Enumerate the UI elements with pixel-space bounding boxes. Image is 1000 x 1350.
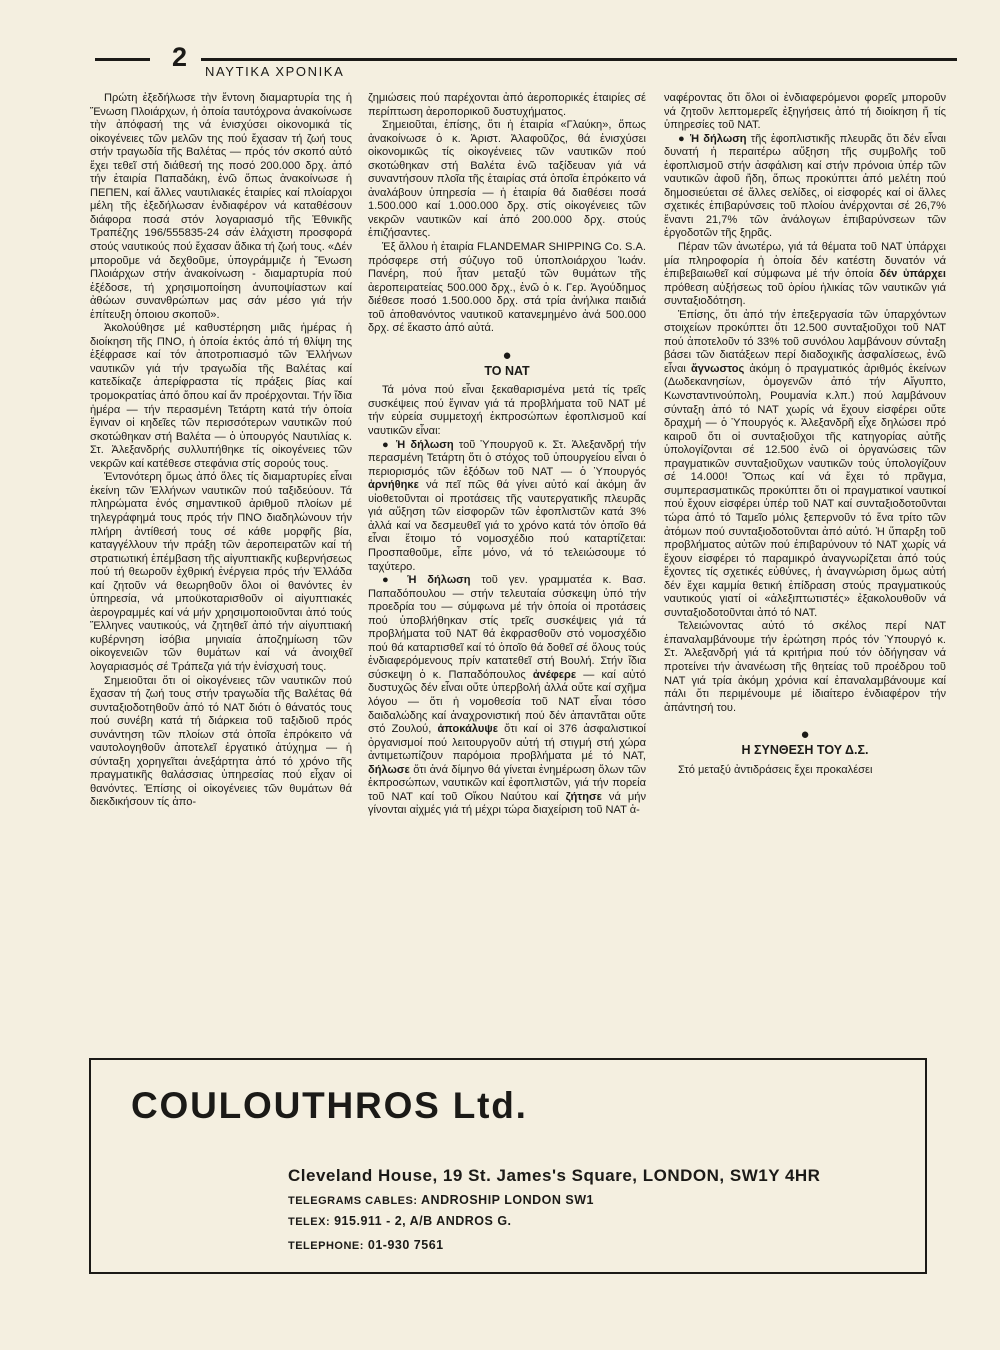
text-run: ὅτι ἀνά δίμηνο θά γίνεται ἐνημέρωση ὅλων τῶν ἐκπροσώπων, ναυτικῶν καί ἐφοπλιστῶν, γιά τήν πορεία τοῦ ΝΑΤ καί τοῦ Οἴκου Ναύτου καί	[368, 763, 646, 803]
article-column-2	[368, 92, 646, 818]
bold-text: δέν ὑπάρχει	[879, 268, 947, 281]
page-number: 2	[172, 42, 188, 72]
advert-company-name: COULOUTHROS Ltd.	[131, 1085, 528, 1126]
list-bullet: ●	[382, 574, 408, 587]
paragraph	[664, 241, 946, 309]
list-item	[664, 133, 946, 241]
paragraph: Τά μόνα πού εἶναι ξεκαθαρισμένα μετά τίς τρεῖς συσκέψεις πού ἔγιναν γιά τά προβλήματα τοῦ ΝΑΤ μέ τήν εὐρεία συμμετοχή ἐκπροσώπων ἐφοπλισμοῦ καί ναυτικῶν εἶναι:	[368, 384, 646, 438]
paragraph: Σημειοῦται, ἐπίσης, ὅτι ἡ ἑταιρία «Γλαύκη», ὅπως ἀνακοίνωσε ὁ κ. Ἀριστ. Ἀλαφοῦζος, θά ἐνισχύσει οἰκονομικῶς τίς οἰκογένειες τῶν ναυτικῶν πού σκοτώθηκαν στή Βαλέτα ἐνῶ ταξίδευαν γιά νά συναντήσουν πλοῖα τῆς ἑταιρίας στά ὁποῖα ἐπρόκειτο νά ἀναλάβουν ὑπηρεσία — ἡ ἑταιρία θά διαθέσει ποσά 1.500.000 καί 1.000.000 δρχ. στίς οἰκογένειες τῶν νεκρῶν ναυτικῶν καί ἀπό 200.000 δρχ. στούς ἐπιζήσαντες.	[368, 119, 646, 240]
list-item	[368, 439, 646, 574]
text-run: τοῦ γεν. γραμματέα κ. Βασ. Παπαδόπουλου — στήν τελευταία σύσκεψη ὑπό τήν προεδρία του — σύμφωνα μέ τήν ὁποία οἱ προτάσεις πού ὑποβλήθηκαν στίς τρεῖς συσκέψεις γιά τά προβλήματα τοῦ ΝΑΤ θά ἐκφρασθοῦν στό νομοσχέδιο πού θά καταρτισθεῖ καί τό ὁποῖο θά δοθεῖ σέ ὅλους τούς ἐνδιαφερόμενους πρίν κατατεθεῖ στή Βουλή. Στήν ἴδια σύσκεψη ὁ κ. Παπαδόπουλος	[368, 574, 646, 681]
text-run: ἀκόμη ὁ πραγματικός ἀριθμός ἐκείνων (Δωδεκανησίων, ὁμογενῶν ἀπό τήν Αἴγυπτο, Κωνσταντινούπολη, Ρουμανία κ.λπ.) πού λαμβάνουν σύνταξη ἀπό τό ΝΑΤ χωρίς νά ἔχουν εἰσφέρει οὔτε δραχμή — ὁ Ὑπουργός κ. Ἀλεξανδρῆ εἶχε δηλώσει πρό καιροῦ ὅτι οἱ συνταξιοῦχοι τῆς κατηγορίας αὐτῆς ὑπολογίζονται σέ 12.500 ἐνῶ οἱ ὀργανώσεις τῶν πραγματικῶν συνταξιοῦχων ναυτικῶν τούς ὑπολογίζουν σέ 14.000! Ὅπως καί νά ἔχει τό πρᾶγμα, συμπερασματικῶς προκύπτει ὅτι οἱ πραγματικοί ναυτικοί πού ἔχουν εἰσφέρει ὑπέρ τοῦ ΝΑΤ καί συνταξιοδοτοῦνται τώρα ἀπό τό Ταμεῖο μόλις ξεπερνοῦν τό ἕνα τρίτο τῶν ἀτόμων πού συνταξιοδοτοῦνται ἀπό αὐτό. Ἡ ὕπαρξη τοῦ προβλήματος αὐτῶν πού ἐπιβαρύνουν τό ΝΑΤ χωρίς νά ἔχουν εἰσφέρει τό παραμικρό ἀναγνωρίζεται ἀπό τούς ἔχοντες τίς σχετικές εὐθύνες, ἡ ἀναγνώριση ὅμως αὐτή δέν ἔχει καμμία θετική ἐπίδραση στούς πραγματικούς ναυτικούς γιατί οἱ «ἀλεξιπτωτιστές» ἐξακολουθοῦν νά συνταξιοδοτοῦνται ἀπό τό ΝΑΤ.	[664, 362, 946, 619]
publication-title: ΝΑΥΤΙΚΑ ΧΡΟΝΙΚΑ	[205, 64, 345, 79]
section-bullet-icon: ●	[502, 346, 512, 364]
bold-text: ἀνέφερε	[532, 668, 577, 681]
bold-text: ζήτησε	[565, 790, 602, 803]
bold-text: ἀποκάλυψε	[437, 723, 498, 736]
paragraph: Ἐξ ἄλλου ἡ ἑταιρία FLANDEMAR SHIPPING Co. S.A. πρόσφερε στή σύζυγο τοῦ ὑποπλοιάρχου Ἰωάν. Πανέρη, πού ἦταν μεταξύ τῶν θυμάτων τῆς ἀεροπειρατείας 500.000 δρχ., ἐνῶ ὁ κ. Γερ. Ἀγούδημος διέθεσε ποσό 1.500.000 δρχ. στά τρία ἀνήλικα παιδιά τοῦ ἀποθανόντος ναυτικοῦ κατανεμημένο ἀνά 500.000 δρχ. σέ ἕκαστο ἀπό αὐτά.	[368, 241, 646, 335]
text-run: νά πεῖ πῶς θά γίνει αὐτό καί ἀκόμη ἄν υἱοθετοῦνται οἱ προτάσεις τῆς ναυτεργατικῆς πλευρᾶς γιά αὔξηση τῶν εἰσφορῶν τῶν ἐφοπλιστῶν κατά 3% ἀλλά καί να δεσμευθεῖ γιά το χρόνο κατά τόν ὁποῖο θά εἶναι ἕτοιμο τό νομοσχέδιο πού καταρτίζεται: Προσπαθοῦμε, εἶπε μόνο, νά τό τελειώσουμε τό ταχύτερο.	[368, 479, 646, 573]
telex-value: 915.911 - 2, A/B ANDROS G.	[334, 1214, 512, 1228]
paragraph: ναφέροντας ὅτι ὅλοι οἱ ἐνδιαφερόμενοι φορεῖς μποροῦν νά ζητοῦν λεπτομερεῖς ἐξηγήσεις ἀπό τή διοίκηση ἤ τίς ὑπηρεσίες τοῦ ΝΑΤ.	[664, 92, 946, 132]
telephone-label: TELEPHONE:	[288, 1240, 364, 1252]
text-run: νά μήν γίνονται αἰχμές γιά τή μέχρι τώρα διαχείριση τοῦ ΝΑΤ ἀ-	[368, 790, 647, 817]
paragraph: ζημιώσεις πού παρέχονται ἀπό ἀεροπορικές ἑταιρίες σέ περίπτωση ἀεροπορικοῦ δυστυχήματος.	[368, 92, 646, 118]
advert-telephone	[288, 1238, 444, 1252]
text-run: — καί αὐτό δυστυχῶς δέν εἶναι οὔτε ὑπερβολή ἀλλά οὔτε καί σχῆμα λόγου — ὅτι ἡ νομοθεσία τοῦ ΝΑΤ εἶναι τόσο δαιδαλώδης καί ἀναχρονιστική πού δέν ἀπαντᾶται οὔτε στό Ζουλού,	[368, 668, 646, 736]
bold-text: δήλωσε	[368, 763, 410, 776]
text-run: τοῦ Ὑπουργοῦ κ. Στ. Ἀλεξανδρή τήν περασμένη Τετάρτη ὅτι ὁ στόχος τοῦ ὑπουργείου εἶναι ὁ περιορισμός τῶν ἐξόδων τοῦ ΝΑΤ — ὁ Ὑπουργός	[368, 438, 646, 478]
telephone-value: 01-930 7561	[367, 1238, 444, 1252]
article-column-3	[664, 92, 946, 777]
page-header	[95, 40, 957, 80]
paragraph	[664, 309, 946, 621]
bold-lead: Ἡ δήλωση	[396, 438, 454, 451]
section-bullet-icon: ●	[800, 726, 810, 744]
paragraph: Τελειώνοντας αὐτό τό σκέλος περί ΝΑΤ ἐπαναλαμβάνουμε τήν ἐρώτηση πρός τόν Ὑπουργό κ. Στ. Ἀλεξανδρή γιά τά κριτήρια πού τόν ὁδήγησαν νά προτείνει τήν ἀνανέωση τῆς θητείας τοῦ προέδρου τοῦ ΝΑΤ γιά τρία ἀκόμη χρόνια καί ἐπαναλαμβάνουμε καί πάλι ὅτι περιμένουμε μέ ἰδιαίτερο ἐνδιαφέρον τήν ἀπάντησή του.	[664, 620, 946, 714]
telegrams-label: TELEGRAMS CABLES:	[288, 1195, 418, 1207]
bold-lead: Ἡ δήλωση	[690, 132, 747, 145]
telex-label: TELEX:	[288, 1216, 331, 1228]
telegrams-value: ANDROSHIP LONDON SW1	[421, 1193, 594, 1207]
bold-text: ἄγνωστος	[690, 362, 745, 375]
article-column-1	[90, 92, 352, 810]
bold-lead: Ἡ δήλωση	[407, 574, 471, 587]
list-bullet: ●	[678, 132, 690, 145]
paragraph: Πρώτη ἐξεδήλωσε τὴν ἔντονη διαμαρτυρία της ἡ Ἕνωση Πλοιάρχων, ἡ ὁποία ταυτόχρονα ἀνακοίνωσε τὴν ἀπόφασή της νά ἐνισχύσει οἰκονομικά τίς οἰκογένειες τῶν μελῶν της πού ἔχασαν τή ζωή τους στήν τραγωδία τῆς Βαλέτας — πρός τόν σκοπό αὐτό ἔχει τεθεῖ στή διάθεσή της ποσό 200.000 δρχ. ἀπό τήν ἑταιρία Παπαδάκη, ἐνῶ ὅπως ἀνακοίνωσε ἡ ΠΕΠΕΝ, καί ἄλλες ναυτιλιακές ἑταιρίες καί πλοίαρχοι μέλη τῆς ἐξεδήλωσαν ἐνδιαφέρον νά καταθέσουν διάφορα ποσά στόν λογαριασμό τῆς Ἐθνικῆς Τραπέζης 196/555835-24 σάν ἐλάχιστη προσφορά στούς ναυτικούς πού ἔχασαν ἄδικα τή ζωή τους. «Δέν μποροῦμε νά δεχθοῦμε, ὑπογράμμιζε ἡ Ἕνωση Πλοιάρχων στήν ἀνακοίνωση - διαμαρτυρία πού ἐξέδοσε, τή χρησιμοποίηση ἀνυποψίαστων καί ἀθώων συνανθρώπων μας σάν μέσο γιά τήν ἐπίτευξη ὁποιου σκοποῦ».	[90, 92, 352, 321]
header-rule-right	[201, 58, 957, 61]
bold-text: ἀρνήθηκε	[368, 479, 419, 492]
list-bullet: ●	[382, 438, 397, 451]
section-heading-nat: ΤΟ ΝΑΤ	[484, 363, 530, 378]
text-run: πρόθεση αὐξήσεως τοῦ ὁρίου ἡλικίας τῶν ναυτικῶν γιά συνταξιοδότηση.	[664, 281, 946, 308]
advert-address: Cleveland House, 19 St. James's Square, LONDON, SW1Y 4HR	[288, 1166, 821, 1185]
text-run: Πέραν τῶν ἀνωτέρω, γιά τά θέματα τοῦ ΝΑΤ ὑπάρχει μία πληροφορία ἡ ὁποία δέν κατέστη δυνατόν νά ἐπιβεβαιωθεῖ καί σύμφωνα μέ τήν ὁποία	[664, 241, 946, 281]
list-item	[368, 574, 646, 818]
advertisement-box	[89, 1058, 927, 1274]
section-heading-board: Η ΣΥΝΘΕΣΗ ΤΟΥ Δ.Σ.	[741, 743, 869, 758]
paragraph: Στό μεταξύ ἀντιδράσεις ἔχει προκαλέσει	[678, 763, 873, 776]
text-run: τῆς ἐφοπλιστικῆς πλευρᾶς ὅτι δέν εἶναι δυνατή ἡ περαιτέρω αὔξηση τῆς συμβολῆς τοῦ ἐφοπλισμοῦ στήν ἀσφάλιση καί στήν πρόνοια ὑπέρ τῶν ναυτικῶν ἀφοῦ ἤδη, ὅπως προκύπτει ἀπό μελέτη πού δημοσιεύεται σέ ἄλλες σελίδες, οἱ εἰσφορές καί οἱ ἄλλες σχετικές ἐπιβαρύνσεις τοῦ πλοίου ἀνέρχονται σέ 26,7% ἔναντι 21,7% τῶν ἀνάλογων ἐπιβαρύνσεων τῶν ἐργοδοτῶν τῆς ξηρᾶς.	[664, 132, 946, 240]
paragraph: Ἐντονότερη ὅμως ἀπό ὅλες τίς διαμαρτυρίες εἶναι ἐκείνη τῶν Ἑλλήνων ναυτικῶν πού ταξιδεύουν. Τά πληρώματα ἑνός σημαντικοῦ ἀριθμοῦ πλοίων μέ τηλεγράφημά τους πρός τήν ΠΝΟ διαδηλώνουν τήν πλήρη ἀντίθεσή τους σέ κάθε μορφῆς βία, καταγγέλλουν τήν πράξη τῶν ἀεροπειρατῶν καί τή στρατιωτική ἐπέμβαση τῆς αἰγυπτιακῆς κυβερνήσεως πού τή θεωροῦν ἐχθρική ἐνέργεια πρός τήν Ἑλλάδα καί ζητοῦν νά θεωρηθοῦν ὅλοι οἱ θανόντες ἐν ὑπηρεσία, νά μποϋκοταρισθοῦν οἱ αἰγυπτιακές ἀερογραμμές καί νά μήν χρησιμοποιοῦνται ἀπό τούς Ἕλληνες ναυτικούς, νά ζητηθεῖ ἀπό τήν αἰγυπτιακή κυβέρνηση ἰσόβια μηνιαία ἀποζημίωση τῶν οἰκογενειῶν τῶν θυμάτων καί νά ἀνοιχθεῖ λογαριασμός σέ Τράπεζα γιά τήν ἐνίσχυσή τους.	[90, 471, 352, 673]
advert-telegrams	[288, 1193, 594, 1207]
header-rule-left	[95, 58, 150, 61]
text-run: ὅτι καί οἱ 376 ἀσφαλιστικοί ὀργανισμοί πού λειτουργοῦν αὐτή τή στιγμή στή χώρα ἀντιμετωπίζουν παρόμοια προβλήματα μέ τό ΝΑΤ,	[368, 723, 646, 763]
paragraph: Ἀκολούθησε μέ καθυστέρηση μιᾶς ἡμέρας ἡ διοίκηση τῆς ΠΝΟ, ἡ ὁποία ἐκτός ἀπό τή θλίψη της ἐξέφρασε καί τόν ἀποτροπιασμό τῶν Ἑλλήνων ναυτικῶν γιά τήν τραγωδία τῆς Βαλέτας καί κατεδίκαζε ἀπερίφραστα τίς πράξεις βίας καί τρομοκρατίας ἀπό ὅπου καί ἄν προέρχονται. Τήν ἴδια ἡμέρα — τήν περασμένη Τετάρτη κατά τήν ὁποία ἔγιναν οἱ κηδεῖες τῶν περισσότερων ναυτικῶν πού σκοτώθηκαν στή Βαλέτα — ὁ ὑπουργός Ναυτιλίας κ. Στ. Ἀλεξανδρής συλλυπήθηκε τίς οἰκογένειες τῶν νεκρῶν καί κατέθεσε στεφάνια στίς σορούς τους.	[90, 322, 352, 470]
paragraph: Σημειοῦται ὅτι οἱ οἰκογένειες τῶν ναυτικῶν πού ἔχασαν τή ζωή τους στήν τραγωδία τῆς Βαλέτας θά συνταξιοδοτηθοῦν ἀπό τό ΝΑΤ διότι ὁ θάνατός τους πού συνέβη κατά τή διάρκεια τοῦ ταξιδιοῦ πρός συνάντηση τῶν πλοίων στά ὁποῖα ἐπρόκειτο νά ναυτολογηθοῦν ἀποτελεῖ ἐργατικό ἀτύχημα — ἡ σύνταξη χορηγεῖται ἀνεξάρτητα ἀπό τό χρόνο τῆς πραγματικῆς θαλάσσιας ὑπηρεσίας πού εἶχαν οἱ θανόντες. Ἐπίσης οἱ οἰκογένειες τῶν θυμάτων θά διεκδικήσουν τίς ἀπο-	[90, 674, 352, 809]
advert-telex	[288, 1214, 512, 1228]
text-run: Ἐπίσης, ὅτι ἀπό τήν ἐπεξεργασία τῶν ὑπαρχόντων στοιχείων προκύπτει ὅτι 12.500 συνταξιοῦχοι τοῦ ΝΑΤ πού ἀποτελοῦν τό 33% τοῦ συνόλου λαμβάνουν σύνταξη βάσει τῶν διατάξεων περί διαδοχικῆς ἀσφαλίσεως, ἐνῶ εἶναι	[664, 308, 946, 375]
